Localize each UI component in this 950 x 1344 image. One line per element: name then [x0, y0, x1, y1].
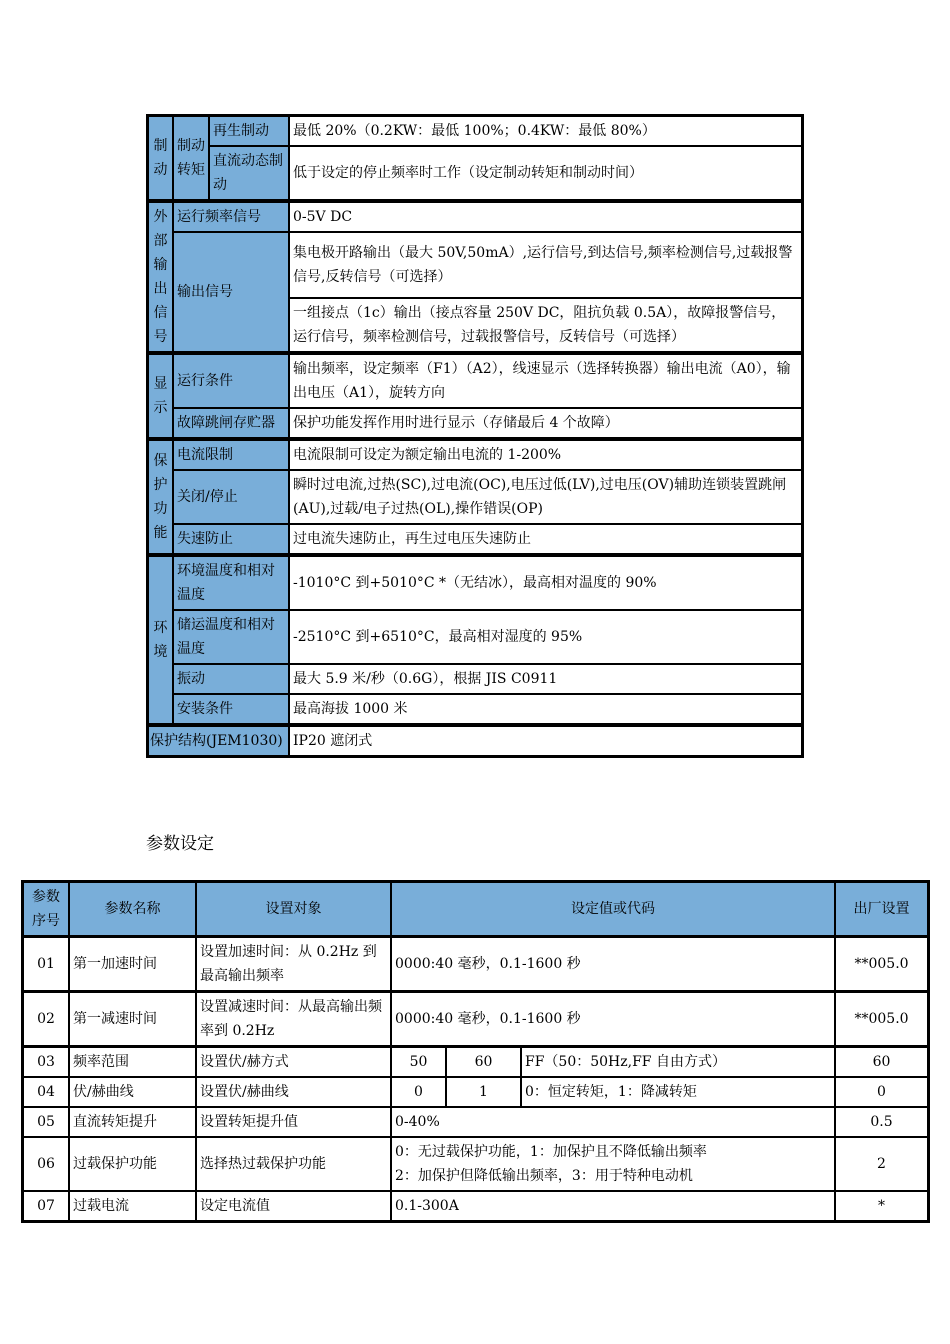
category-external-output: 外部输出信号: [148, 200, 173, 352]
spec-value: 保护功能发挥作用时进行显示（存储最后 4 个故障）: [289, 408, 802, 438]
spec-label: 安装条件: [173, 694, 289, 724]
table-row: [23, 1046, 928, 1077]
spec-value: 输出频率，设定频率（F1）（A2），线速显示（选择转换器）输出电流（A0），输出电压（A1），旋转方向: [289, 352, 802, 408]
param-target: 选择热过载保护功能: [196, 1137, 391, 1191]
spec-value: 最低 20%（0.2KW：最低 100%；0.4KW：最低 80%）: [289, 116, 802, 146]
param-name: 直流转矩提升: [69, 1107, 196, 1137]
param-value: 0000:40 毫秒，0.1-1600 秒: [391, 936, 835, 991]
param-option-desc: 0：恒定转矩，1：降减转矩: [521, 1077, 835, 1107]
param-name: 伏/赫曲线: [69, 1077, 196, 1107]
spec-value: 瞬时过电流,过热(SC),过电流(OC),电压过低(LV),过电压(OV)辅助连锁装置跳闸(AU),过载/电子过热(OL),操作错误(OP): [289, 470, 802, 524]
spec-label: 故障跳闸存贮器: [173, 408, 289, 438]
header-target: 设置对象: [196, 882, 391, 936]
subcategory-braking-torque: 制动转矩: [173, 116, 209, 200]
param-no: 01: [23, 936, 69, 991]
spec-value: 最高海拔 1000 米: [289, 694, 802, 724]
spec-table: [146, 114, 804, 758]
param-name: 过载电流: [69, 1191, 196, 1221]
table-row: [23, 936, 928, 991]
spec-value: 最大 5.9 米/秒（0.6G），根据 JIS C0911: [289, 664, 802, 694]
spec-value: 集电极开路输出（最大 50V,50mA）,运行信号,到达信号,频率检测信号,过载报警信号,反转信号（可选择）: [289, 232, 802, 298]
table-row: [23, 1191, 928, 1221]
param-target: 设置加速时间：从 0.2Hz 到最高输出频率: [196, 936, 391, 991]
param-default: **005.0: [835, 936, 928, 991]
param-value: 0000:40 毫秒，0.1-1600 秒: [391, 991, 835, 1046]
spec-label: 振动: [173, 664, 289, 694]
spec-value: 低于设定的停止频率时工作（设定制动转矩和制动时间）: [289, 146, 802, 200]
param-no: 03: [23, 1046, 69, 1077]
category-display: 显示: [148, 352, 173, 438]
spec-value: 过电流失速防止，再生过电压失速防止: [289, 524, 802, 554]
spec-label: 运行条件: [173, 352, 289, 408]
spec-label: 直流动态制动: [209, 146, 289, 200]
param-target: 设置伏/赫曲线: [196, 1077, 391, 1107]
param-option-1: 0: [391, 1077, 446, 1107]
header-value: 设定值或代码: [391, 882, 835, 936]
spec-label: 关闭/停止: [173, 470, 289, 524]
category-braking: 制动: [148, 116, 173, 200]
param-default: 2: [835, 1137, 928, 1191]
table-row: [23, 991, 928, 1046]
spec-label: 电流限制: [173, 438, 289, 470]
param-name: 第一减速时间: [69, 991, 196, 1046]
spec-label: 失速防止: [173, 524, 289, 554]
param-target: 设置转矩提升值: [196, 1107, 391, 1137]
param-no: 07: [23, 1191, 69, 1221]
parameter-table: [21, 880, 930, 1223]
param-option-2: 1: [446, 1077, 521, 1107]
spec-value: -1010°C 到+5010°C *（无结冰），最高相对温度的 90%: [289, 554, 802, 610]
spec-label: 环境温度和相对温度: [173, 554, 289, 610]
spec-value: -2510°C 到+6510°C，最高相对湿度的 95%: [289, 610, 802, 664]
param-option-desc: FF（50：50Hz,FF 自由方式）: [521, 1046, 835, 1077]
header-param-no: 参数序号: [23, 882, 69, 936]
spec-label: 储运温度和相对温度: [173, 610, 289, 664]
param-value: 0-40%: [391, 1107, 835, 1137]
spec-label: 再生制动: [209, 116, 289, 146]
spec-label: 输出信号: [173, 232, 289, 352]
spec-value: 电流限制可设定为额定输出电流的 1-200%: [289, 438, 802, 470]
param-no: 06: [23, 1137, 69, 1191]
param-target: 设置伏/赫方式: [196, 1046, 391, 1077]
param-default: *: [835, 1191, 928, 1221]
param-default: **005.0: [835, 991, 928, 1046]
param-value: [391, 1137, 835, 1191]
param-no: 02: [23, 991, 69, 1046]
param-default: 0.5: [835, 1107, 928, 1137]
table-row: [23, 1077, 928, 1107]
param-target: 设置减速时间：从最高输出频率到 0.2Hz: [196, 991, 391, 1046]
param-name: 频率范围: [69, 1046, 196, 1077]
spec-label: 保护结构(JEM1030): [148, 724, 289, 756]
category-protection: 保护功能: [148, 438, 173, 554]
param-default: 0: [835, 1077, 928, 1107]
spec-value: IP20 遮闭式: [289, 724, 802, 756]
category-environment: 环境: [148, 554, 173, 724]
spec-value: 一组接点（1c）输出（接点容量 250V DC，阻抗负载 0.5A），故障报警信号，运行信号，频率检测信号，过载报警信号，反转信号（可选择）: [289, 298, 802, 352]
param-no: 04: [23, 1077, 69, 1107]
param-name: 第一加速时间: [69, 936, 196, 991]
header-default: 出厂设置: [835, 882, 928, 936]
section-title: 参数设定: [146, 834, 214, 854]
param-option-1: 50: [391, 1046, 446, 1077]
param-value-line: 0：无过载保护功能，1：加保护且不降低输出频率: [395, 1144, 707, 1160]
table-row: [23, 1137, 928, 1191]
param-name: 过载保护功能: [69, 1137, 196, 1191]
param-no: 05: [23, 1107, 69, 1137]
param-value: 0.1-300A: [391, 1191, 835, 1221]
spec-label: 运行频率信号: [173, 200, 289, 232]
header-param-name: 参数名称: [69, 882, 196, 936]
table-row: [23, 1107, 928, 1137]
param-target: 设定电流值: [196, 1191, 391, 1221]
spec-value: 0-5V DC: [289, 200, 802, 232]
param-value-line: 2：加保护但降低输出频率，3：用于特种电动机: [395, 1168, 693, 1184]
param-default: 60: [835, 1046, 928, 1077]
param-option-2: 60: [446, 1046, 521, 1077]
